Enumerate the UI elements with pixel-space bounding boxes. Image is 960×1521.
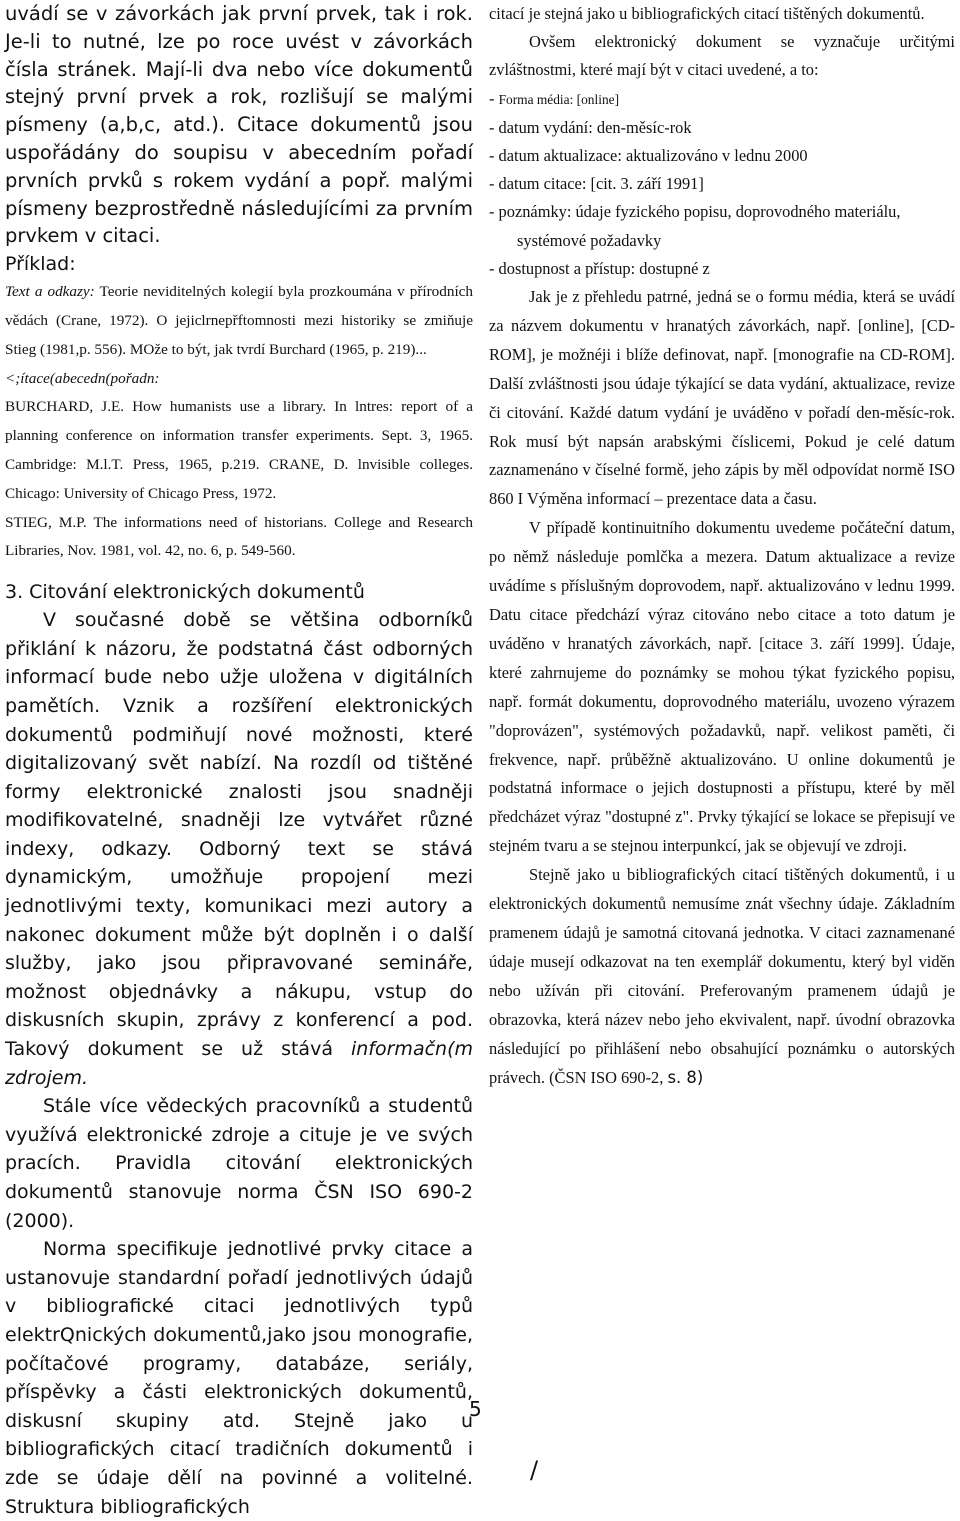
reference-entry: BURCHARD, J.E. How humanists use a library. In lntres: report of a planning conference on information transfer experiments. Sept. 3, 1965. Cambridge: M.l.T. Press, 1965, p.219. CRANE, D. lnvisible colleges. Chicago: University of Chicago Press, 1972. xyxy=(5,398,473,502)
body-paragraph: Norma specifikuje jednotlivé prvky citace a ustanovuje standardní pořadí jednotlivých údajů v bibliografické citaci jednotlivých typů elektrQnických dokumentů,jako jsou monografie, počítačové programy, databáze, seriály, příspěvky a části elektronických dokumentů, diskusní skupiny atd. Stejně jako u bibliografických citací tradičních dokumentů i zde se údaje dělí na povinné a volitelné. Struktura bibliografických xyxy=(5,1238,473,1518)
list-item: - datum vydání: den-měsíc-rok xyxy=(489,117,692,137)
example-text-label: Text a odkazy: xyxy=(5,283,95,301)
page-mark: / xyxy=(530,1456,539,1484)
page-reference: s. 8) xyxy=(667,1067,704,1087)
body-paragraph: Stejně jako u bibliografických citací tištěných dokumentů, i u elektronických dokumentů nemusíme znát všechny údaje. Základním pramenem údajů je samotná citovaná jednotka. V citaci zaznamenané údaje musejí odkazovat na ten exemplář dokumentu, který byl viděn nebo užíván při citování. Preferovaným pramenem údajů je obrazovka, která název nebo jeho ekvivalent, např. úvodní obrazovka následující po přihlášení nebo obsahující poznámku o autorských právech. (ČSN ISO 690-2, s. 8) xyxy=(489,865,955,1087)
reference-entry: STIEG, M.P. The informations need of historians. College and Research Libraries, Nov. 1981, vol. 42, no. 6, p. 549-560. xyxy=(5,513,473,560)
right-column xyxy=(489,0,955,1092)
example-label: Příklad: xyxy=(5,253,76,276)
emphasis: informačn(m zdrojem. xyxy=(5,1038,473,1089)
left-column xyxy=(5,0,473,1521)
intro-paragraph: uvádí se v závorkách jak první prvek, tak i rok. Je-li to nutné, lze po roce uvést v závorkách čísla stránek. Mají-li dva nebo více dokumentů stejný první prvek a rok, rozlišují se malými písmeny (a,b,c, atd.). Citace dokumentů jsou uspořádány do soupisu v abecedním pořadí prvních prvků s rokem vydání a popř. malými písmeny bezprostředně následujícími za prvním prvkem v citaci. xyxy=(5,2,473,248)
example-text-body: Teorie neviditelných kolegií byla prozkoumána v přírodních vědách (Crane, 1972). O jejiclrnepřftomnosti mezi historiky se zmiňuje Stieg (1981,p. 556). MOže to být, jak tvrdí Burchard (1965, p. 219)... xyxy=(5,283,473,358)
example-list-label: <;ítace(abecedn(pořadn: xyxy=(5,369,160,387)
list-item: - datum citace: [cit. 3. září 1991] xyxy=(489,174,704,194)
page-number: 5 xyxy=(469,1397,482,1421)
list-item: - dostupnost a přístup: dostupné z xyxy=(489,258,710,278)
body-paragraph: Ovšem elektronický dokument se vyznačuje určitými zvláštnostmi, které mají být v citaci uvedené, a to: xyxy=(489,32,955,80)
body-paragraph: Stále více vědeckých pracovníků a studentů využívá elektronické zdroje a cituje je ve svých pracích. Pravidla citování elektronických dokumentů stanovuje norma ČSN ISO 690-2 (2000). xyxy=(5,1095,473,1232)
example-text xyxy=(5,278,473,364)
list-item: - poznámky: údaje fyzického popisu, doprovodného materiálu, systémové požadavky xyxy=(489,202,901,250)
section-heading: 3. Citování elektronických dokumentů xyxy=(5,581,365,604)
list-item: - datum aktualizace: aktualizováno v lednu 2000 xyxy=(489,146,808,166)
body-paragraph: V případě kontinuitního dokumentu uvedeme počáteční datum, po němž následuje pomlčka a mezera. Datum aktualizace a revize uvádíme s příslušným doprovodem, např. aktualizováno v lednu 1999. Datu citace předchází výraz citováno nebo citace a toto datum je uváděno v hranatých závorkách, např. [citace 3. září 1999]. Údaje, které zahrnujeme do poznámky se mohou týkat fyzického popisu, např. formát dokumentu, doprovodného materiálu, uvozeno výrazem "doprovázen", systémových požadavků, např. velikost paměti, či frekvence, např. průběžně aktualizováno. U online dokumentů je podstatná informace o jejich dostupnosti a přístupu, které by měl předcházet výraz "dostupné z". Prvky týkající se lokace se přepisují ve stejném tvaru a se stejnou interpunkcí, jak se objevují ve zdroji. xyxy=(489,518,955,856)
body-paragraph: V současné době se většina odborníků přiklání k názoru, že podstatná část odborných informací bude nebo užje uložena v digitálních pamětích. Vznik a rozšíření elektronických dokumentů podmiňují nové možnosti, které digitalizovaný svět nabízí. Na rozdíl od tištěné formy elektronické znalosti jsou snadněji modifikovatelné, snadněji lze vytvářet různé indexy, odkazy. Odborný text se stává dynamickým, umožňuje propojení mezi jednotlivými texty, komunikaci mezi autory a nakonec dokument může být doplněn i o další služby, jako jsou připravované semináře, možnost objednávky a nákupu, vstup do diskusních skupin, zprávy z konferencí a pod. Takový dokument se už stává informačn(m zdrojem. xyxy=(5,609,473,1089)
body-paragraph: Jak je z přehledu patrné, jedná se o formu média, která se uvádí za názvem dokumentu v hranatých závorkách, např. [online], [CD-ROM], je možnéji i blíže definovat, např. [monografie na CD-ROM]. Další zvláštnosti jsou údaje týkající se data vydání, aktualizace, revize či citování. Každé datum vydání je uváděno v pořadí den-měsíc-rok. Rok musí být napsán arabskými číslicemi, Pokud je celé datum zaznamenáno v číselné formě, jeho zápis by měl odpovídat normě ISO 860 I Výměna informací – prezentace data a času. xyxy=(489,287,955,509)
continued-paragraph: citací je stejná jako u bibliografických citací tištěných dokumentů. xyxy=(489,4,925,23)
list-item: - Forma média: [online] xyxy=(489,88,620,108)
